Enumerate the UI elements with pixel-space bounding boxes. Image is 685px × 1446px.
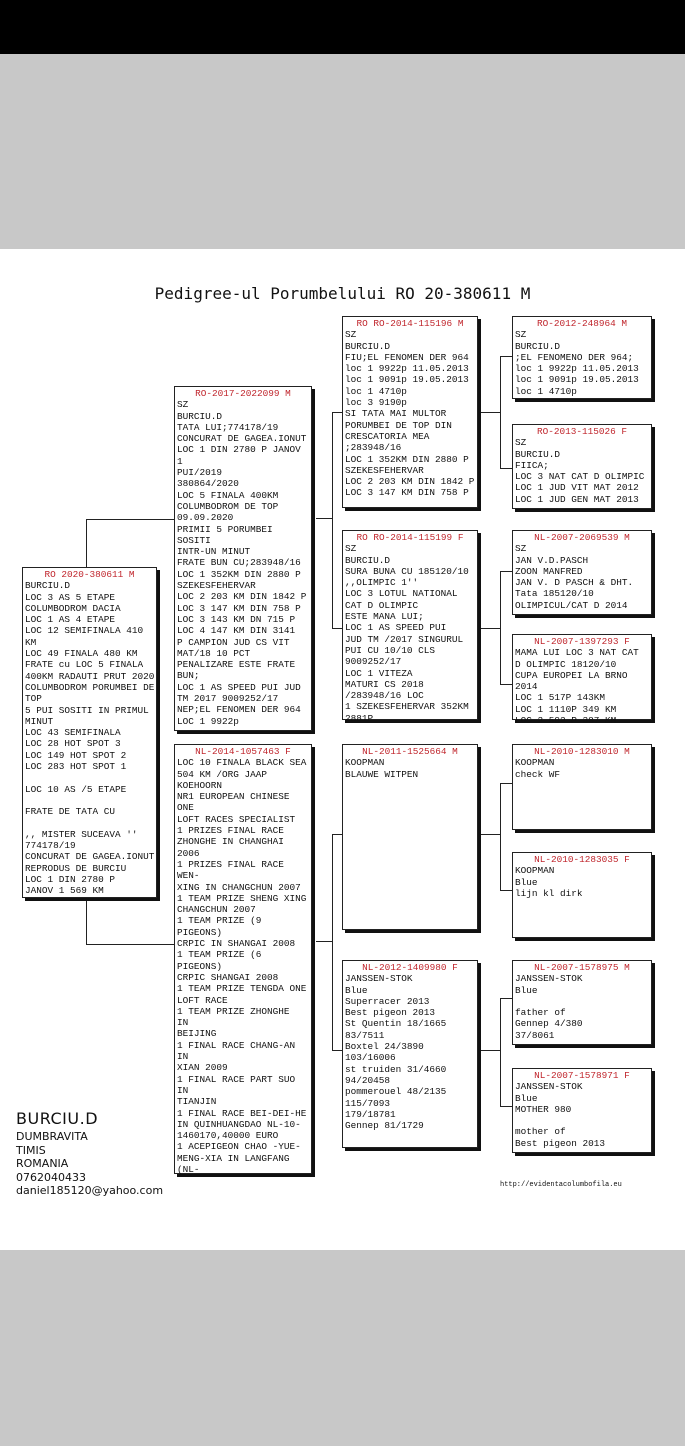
pedigree-line: LOFT RACE (177, 994, 228, 1006)
pedigree-line: loc 1 9922p 11.05.2013 (515, 363, 639, 375)
pedigree-line: LOC 3 147 KM DIN 758 P (177, 602, 301, 614)
pigeon-box-dam-dam-dam (512, 1068, 652, 1153)
pedigree-line: SOSITI (177, 534, 211, 546)
pedigree-line: 1 TEAM PRIZE SHENG XING (177, 892, 307, 904)
pedigree-line: IN QUINHUANGDAO NL-10- (177, 1118, 301, 1130)
pedigree-line: ,,OLIMPIC 1'' (345, 577, 419, 589)
pedigree-line: (NL- (177, 1163, 200, 1175)
pedigree-line: SZ (515, 543, 527, 555)
pedigree-line: FIU;EL FENOMEN DER 964 (345, 351, 469, 363)
pedigree-line: Best pigeon 2013 (515, 1137, 606, 1149)
pedigree-line: Blue (515, 1092, 538, 1104)
pedigree-line: COLUMBODROM DACIA (25, 602, 121, 614)
pedigree-line: loc 3 9190p (345, 397, 407, 409)
owner-phone: 0762040433 (16, 1170, 86, 1184)
pedigree-line: JUD TM /2017 SINGURUL (345, 633, 464, 645)
pigeon-box-subject (22, 567, 157, 898)
ring-number: RO RO-2014-115199 F (356, 532, 464, 543)
pedigree-line: CONCURAT DE GAGEA.IONUT (25, 851, 155, 863)
pedigree-line: BURCIU.D (515, 448, 561, 460)
ring-number: RO 2020-380611 M (44, 569, 135, 580)
pedigree-line: LOC 49 FINALA 480 KM (25, 648, 138, 660)
pedigree-line: MAMA LUI LOC 3 NAT CAT (515, 647, 639, 659)
connector-line (500, 998, 501, 1106)
pedigree-line: 1 TEAM PRIZE (9 (177, 915, 262, 927)
pedigree-line: PENALIZARE ESTE FRATE (177, 659, 296, 671)
pedigree-line: st truiden 31/4660 (345, 1063, 447, 1075)
pedigree-line: SURA BUNA CU 185120/10 (345, 565, 469, 577)
pedigree-line: LOC 3 147 KM DIN 758 P (345, 487, 469, 499)
pedigree-line: BURCIU.D (345, 340, 391, 352)
pedigree-line: LOC 149 HOT SPOT 2 (25, 749, 127, 761)
owner-info (16, 1109, 163, 1198)
pedigree-line: KOOPMAN (515, 757, 555, 769)
pigeon-box-dam-sire-sire (512, 744, 652, 830)
pedigree-line: 5 PUI SOSITI IN PRIMUL (25, 704, 149, 716)
pedigree-line: XIAN 2009 (177, 1062, 228, 1074)
pedigree-line: 1 PRIZES FINAL RACE (177, 858, 284, 870)
bottom-area (0, 1250, 685, 1446)
pedigree-line: LOC 3 NAT CAT D OLIMPIC (515, 471, 645, 483)
pedigree-line: FRATE BUN CU;283948/16 (177, 557, 301, 569)
pedigree-line: lijn kl dirk (515, 887, 583, 899)
pedigree-line: 37/8061 (515, 1029, 555, 1041)
connector-line (86, 898, 87, 944)
pedigree-line: BEIJING (177, 1028, 217, 1040)
pedigree-line: TM 2017 9009252/17 (177, 693, 279, 705)
pedigree-line: CONCURAT DE GAGEA.IONUT (177, 433, 307, 445)
pedigree-line: LOC 3 LOTUL NATIONAL (345, 588, 458, 600)
pedigree-line: 1 PRIZES FINAL RACE (177, 825, 284, 837)
pedigree-line: LOC 4 147 KM DIN 3141 (177, 625, 296, 637)
pedigree-line (25, 772, 154, 783)
ring-number: NL-2011-1525664 M (362, 746, 458, 757)
pedigree-line: SI TATA MAI MULTOR (345, 408, 447, 420)
pedigree-line: PIGEONS) (177, 960, 223, 972)
pedigree-line: LOC 2 203 KM DIN 1842 P (345, 476, 475, 488)
pedigree-line: 1 FINAL RACE CHANG-AN (177, 1039, 296, 1051)
pedigree-line (515, 996, 649, 1007)
pedigree-line: SZ (345, 543, 357, 555)
pedigree-line: 9009252/17 (345, 656, 402, 668)
pedigree-line: JANSSEN-STOK (345, 973, 413, 985)
pedigree-line: PUI CU 10/10 CLS (345, 644, 436, 656)
pedigree-line: REPRODUS DE BURCIU (25, 862, 127, 874)
pedigree-line: FIICA; (515, 459, 549, 471)
ring-number: NL-2010-1283010 M (534, 746, 630, 757)
pigeon-box-dam-sire-dam (512, 852, 652, 938)
pedigree-line: MATURI CS 2018 (345, 678, 424, 690)
pedigree-line: D OLIMPIC 18120/10 (515, 658, 617, 670)
pedigree-line: JAN V.D.PASCH (515, 554, 589, 566)
owner-name: BURCIU.D (16, 1109, 99, 1128)
pedigree-line: MENG-XIA IN LANGFANG (177, 1152, 290, 1164)
pedigree-line: BUN; (177, 670, 200, 682)
pedigree-line: 115/7093 (345, 1097, 391, 1109)
pedigree-line: LOC 1 DIN 2780 P JANOV (177, 444, 301, 456)
pedigree-line: LOC 1 517P 143KM (515, 692, 606, 704)
owner-email: daniel185120@yahoo.com (16, 1184, 164, 1197)
pedigree-line: LOC 12 SEMIFINALA 410 (25, 625, 144, 637)
pedigree-line: LOC 1 1110P 349 KM (515, 703, 617, 715)
pedigree-line: WEN- (177, 870, 200, 882)
pedigree-line: LOC 1 JUD VIT MAT 2012 (515, 482, 639, 494)
pedigree-line: 1 TEAM PRIZE (6 (177, 949, 262, 961)
pedigree-line: LOC 43 SEMIFINALA (25, 727, 121, 739)
pedigree-line: mother of (515, 1126, 566, 1138)
pedigree-line: LOC 10 AS /5 ETAPE (25, 783, 127, 795)
pigeon-box-sire-dam-dam (512, 634, 652, 727)
connector-line (86, 519, 87, 567)
connector-line (500, 356, 501, 468)
pedigree-line: 1 (177, 455, 183, 467)
connector-line (480, 628, 500, 629)
pedigree-line: ESTE MANA LUI; (345, 611, 424, 623)
pedigree-line: JANOV 1 569 KM (25, 885, 104, 897)
ring-number: NL-2007-2069539 M (534, 532, 630, 543)
pedigree-line: CRPIC IN SHANGAI 2008 (177, 938, 296, 950)
page-title: Pedigree-ul Porumbelului RO 20-380611 M (154, 284, 531, 303)
pedigree-line: ZHONGHE IN CHANGHAI (177, 836, 284, 848)
pedigree-line: LOC 28 HOT SPOT 3 (25, 738, 121, 750)
pedigree-line: Blue (515, 984, 538, 996)
owner-country: ROMANIA (16, 1157, 69, 1170)
ring-number: NL-2007-1397293 F (534, 636, 630, 647)
pedigree-line: 1 FINAL RACE PART SUO (177, 1073, 296, 1085)
pedigree-line: /283948/16 LOC (345, 690, 424, 702)
pedigree-line: JANSSEN-STOK (515, 1081, 583, 1093)
pedigree-line: loc 1 4710p (345, 385, 407, 397)
owner-county: TIMIS (16, 1143, 46, 1157)
pedigree-line: PORUMBEI DE TOP DIN (345, 419, 452, 431)
pedigree-line: IN (177, 1051, 189, 1063)
ring-number: RO-2012-248964 M (536, 318, 627, 329)
pedigree-line: loc 1 9091p 19.05.2013 (345, 374, 469, 386)
pigeon-box-sire-sire (342, 316, 478, 508)
website-link[interactable]: http://evidentacolumbofila.eu (500, 1181, 622, 1189)
pedigree-line: OLIMPICUL/CAT D 2014 (515, 599, 628, 611)
pedigree-line: PIGEONS) (177, 926, 223, 938)
pedigree-line: MAT/18 10 PCT (177, 647, 251, 659)
connector-line (500, 783, 501, 890)
pedigree-line: 179/18781 (345, 1108, 396, 1120)
pedigree-line: LOC 1 JUD GEN MAT 2013 (515, 493, 639, 505)
connector-line (480, 412, 500, 413)
pedigree-line: LOC 5 FINALA 400KM (177, 489, 279, 501)
pedigree-line: IN (177, 1084, 189, 1096)
pedigree-line: MOTHER 980 (515, 1103, 572, 1115)
ring-number: NL-2012-1409980 F (362, 962, 458, 973)
pigeon-box-sire-sire-sire (512, 316, 652, 399)
pedigree-line: ;283948/16 (345, 442, 402, 454)
connector-line (86, 944, 176, 945)
pedigree-line: LOC 1 9922p (177, 715, 239, 727)
pedigree-line: 1 TEAM PRIZE ZHONGHE (177, 1005, 290, 1017)
pedigree-line: 1 FINAL RACE BEI-DEI-HE (177, 1107, 307, 1119)
pedigree-line: XING IN CHANGCHUN 2007 (177, 881, 301, 893)
pedigree-line: SZEKESFEHERVAR (345, 464, 424, 476)
pedigree-line: PUI/2019 (177, 467, 223, 479)
pedigree-line: 2881P (345, 712, 374, 724)
pedigree-line: CRPIC SHANGAI 2008 (177, 971, 279, 983)
pedigree-line: CHANGCHUN 2007 (177, 904, 256, 916)
pedigree-line: TIANJIN (177, 1096, 217, 1108)
pedigree-line: ONE (177, 802, 194, 814)
pedigree-line: LOC 10 FINALA BLACK SEA (177, 757, 307, 769)
pedigree-line: check WF (515, 768, 561, 780)
ring-number: RO-2017-2022099 M (195, 388, 291, 399)
ring-number: RO-2013-115026 F (536, 426, 627, 437)
pigeon-box-sire-dam-sire (512, 530, 652, 615)
ring-number: RO RO-2014-115196 M (356, 318, 464, 329)
pedigree-line: COLUMBODROM PORUMBEI DE (25, 681, 155, 693)
pedigree-line: pommerouel 48/2135 (345, 1086, 447, 1098)
connector-line (332, 412, 333, 628)
pedigree-line: BURCIU.D (515, 340, 561, 352)
pedigree-line: PRIMII 5 PORUMBEI (177, 523, 273, 535)
pedigree-line: loc 1 9091p 19.05.2013 (515, 374, 639, 386)
pedigree-line: FRATE cu LOC 5 FINALA (25, 659, 144, 671)
pedigree-line: NEP;EL FENOMEN DER 964 (177, 704, 301, 716)
pedigree-line: ,, MISTER SUCEAVA '' (25, 828, 138, 840)
connector-line (316, 941, 332, 942)
pedigree-line: FRATE DE TATA CU (25, 806, 116, 818)
pedigree-line: father of (515, 1007, 566, 1019)
pedigree-line: 2006 (177, 847, 200, 859)
ring-number: NL-2014-1057463 F (195, 746, 291, 757)
pedigree-line: CUPA EUROPEI LA BRNO (515, 669, 628, 681)
owner-locality: DUMBRAVITA (16, 1130, 88, 1143)
pedigree-line: BLAUWE WITPEN (345, 768, 419, 780)
pedigree-line: Gennep 4/380 (515, 1018, 583, 1030)
pedigree-line: Best pigeon 2013 (345, 1007, 436, 1019)
pedigree-line: LOC 3 143 KM DN 715 P (177, 613, 296, 625)
pedigree-line: KOOPMAN (515, 865, 555, 877)
pedigree-line: loc 1 4710p (515, 385, 577, 397)
pedigree-line: LOC 1 AS SPEED PUI (345, 622, 447, 634)
pedigree-line: 83/7511 (345, 1029, 385, 1041)
pedigree-line: LOC 1 VITEZA (345, 667, 413, 679)
ring-number: NL-2007-1578971 F (534, 1070, 630, 1081)
pedigree-line (515, 1115, 649, 1126)
pedigree-line: JANSSEN-STOK (515, 973, 583, 985)
pedigree-line: LOC 283 HOT SPOT 1 (25, 761, 127, 773)
pedigree-line (25, 818, 154, 829)
pedigree-line: TOP (25, 693, 42, 705)
connector-line (480, 1050, 500, 1051)
pigeon-box-dam-dam (342, 960, 478, 1148)
pigeon-box-dam-sire (342, 744, 478, 930)
pedigree-line: NR1 EUROPEAN CHINESE (177, 791, 290, 803)
pedigree-line: ZOON MANFRED (515, 565, 583, 577)
pedigree-line: BURCIU.D (345, 554, 391, 566)
pedigree-line: BURCIU.D (25, 580, 71, 592)
pedigree-line: Gennep 81/1729 (345, 1120, 424, 1132)
pedigree-line: P CAMPION JUD CS VIT (177, 636, 290, 648)
pedigree-line: SZ (345, 329, 357, 341)
pedigree-line: LOC 1 352KM DIN 2880 P (177, 568, 301, 580)
pedigree-line: JAN V. D PASCH & DHT. (515, 577, 634, 589)
pedigree-line: LOC 2 592 P 387 KM (515, 715, 617, 727)
pedigree-line: 400KM RADAUTI PRUT 2020 (25, 670, 155, 682)
pedigree-line: 103/16006 (345, 1052, 396, 1064)
pedigree-line: TATA LUI;774178/19 (177, 421, 279, 433)
pedigree-line: Blue (515, 876, 538, 888)
pedigree-line: LOFT RACES SPECIALIST (177, 813, 296, 825)
pedigree-line: CRESCATORIA MEA (345, 430, 430, 442)
pedigree-line: 1 SZEKESFEHERVAR 352KM (345, 701, 469, 713)
pedigree-line: Superracer 2013 (345, 995, 430, 1007)
pedigree-line: SZ (515, 437, 527, 449)
pedigree-line: CAT D OLIMPIC (345, 599, 419, 611)
ring-number: NL-2007-1578975 M (534, 962, 630, 973)
pedigree-line: 1 ACEPIGEON CHAO -YUE- (177, 1141, 301, 1153)
pedigree-line: INTR-UN MINUT (177, 546, 251, 558)
pedigree-line: LOC 3 AS 5 ETAPE (25, 591, 116, 603)
pedigree-line: LOC 1 352KM DIN 2880 P (345, 453, 469, 465)
pedigree-line: LOC 1 AS 4 ETAPE (25, 614, 116, 626)
connector-line (480, 834, 500, 835)
pedigree-line: 94/20458 (345, 1074, 391, 1086)
pedigree-line: ;EL FENOMENO DER 964; (515, 351, 634, 363)
pedigree-line: 1460170,40000 EURO (177, 1130, 279, 1142)
pedigree-line: Tata 185120/10 (515, 588, 594, 600)
connector-line (332, 834, 333, 1050)
pedigree-line: MINUT (25, 715, 54, 727)
pedigree-line: KM (25, 636, 37, 648)
pedigree-line: 504 KM /ORG JAAP (177, 768, 268, 780)
pedigree-line: KOEHOORN (177, 779, 223, 791)
pigeon-box-dam-dam-sire (512, 960, 652, 1045)
pedigree-line: BURCIU.D (177, 410, 223, 422)
pedigree-line: 2014 (515, 681, 538, 693)
pedigree-line: LOC 1 DIN 2780 P (25, 874, 116, 886)
pedigree-line: SZ (177, 399, 189, 411)
pigeon-box-sire (174, 386, 312, 731)
pedigree-line: 09.09.2020 (177, 512, 234, 524)
ring-number: NL-2010-1283035 F (534, 854, 630, 865)
pedigree-line: IN (177, 1017, 189, 1029)
pedigree-line: SZEKESFEHERVAR (177, 580, 256, 592)
pedigree-line: KOOPMAN (345, 757, 385, 769)
connector-line (316, 518, 332, 519)
pedigree-line: 380864/2020 (177, 478, 239, 490)
pedigree-line: Blue (345, 984, 368, 996)
pigeon-box-sire-dam (342, 530, 478, 724)
pedigree-line: LOC 2 203 KM DIN 1842 P (177, 591, 307, 603)
pedigree-line: LOC 1 AS SPEED PUI JUD (177, 681, 301, 693)
connector-line (86, 519, 176, 520)
pedigree-line: 1 TEAM PRIZE TENGDA ONE (177, 983, 307, 995)
pedigree-line: Boxtel 24/3890 (345, 1041, 424, 1053)
pedigree-line: 774178/19 (25, 840, 76, 852)
pedigree-line: loc 1 9922p 11.05.2013 (345, 363, 469, 375)
pedigree-line: SZ (515, 329, 527, 341)
status-bar (0, 0, 685, 54)
pedigree-line: St Quentin 18/1665 (345, 1018, 447, 1030)
connector-line (500, 571, 501, 684)
pedigree-line (25, 795, 154, 806)
pigeon-box-sire-sire-dam (512, 424, 652, 509)
pedigree-line: COLUMBODROM DE TOP (177, 500, 279, 512)
pigeon-box-dam (174, 744, 312, 1174)
